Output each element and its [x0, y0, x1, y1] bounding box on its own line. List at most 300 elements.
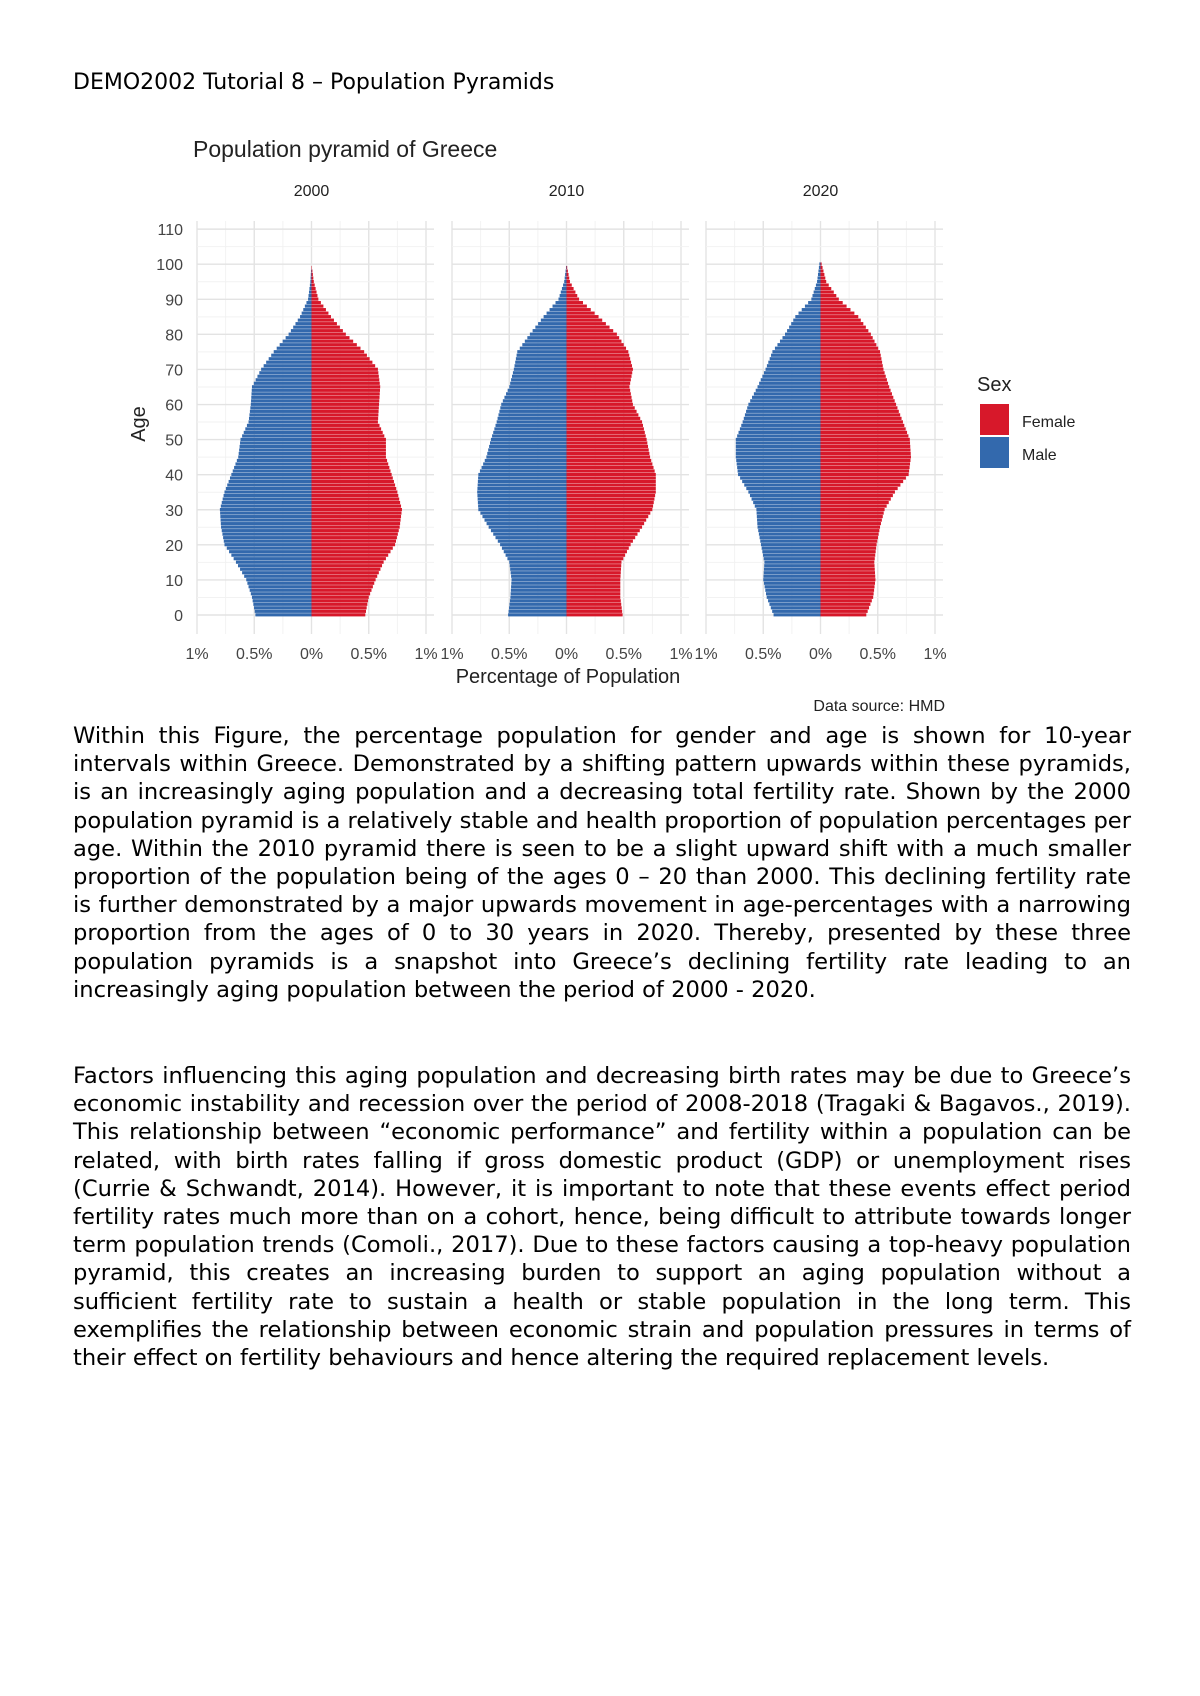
- bar-male-age-47: [239, 448, 311, 451]
- bar-female-age-70: [312, 368, 378, 371]
- bar-male-age-2: [254, 606, 311, 609]
- bar-female-age-38: [821, 480, 904, 483]
- bar-male-age-81: [533, 329, 567, 332]
- bar-male-age-25: [758, 526, 821, 529]
- bar-female-age-32: [312, 501, 401, 504]
- bar-female-age-14: [312, 564, 383, 567]
- bar-male-age-37: [478, 483, 567, 486]
- bar-female-age-35: [567, 490, 656, 493]
- bar-female-age-91: [821, 294, 837, 297]
- bar-female-age-83: [312, 322, 337, 325]
- panel-year-label: 2000: [293, 183, 330, 200]
- bar-male-age-21: [224, 540, 312, 543]
- bar-male-age-38: [742, 480, 820, 483]
- bar-female-age-86: [567, 312, 595, 315]
- bar-male-age-96: [565, 276, 567, 279]
- bar-female-age-84: [821, 319, 861, 322]
- bar-female-age-22: [312, 536, 397, 539]
- bar-male-age-10: [512, 578, 567, 581]
- body-paragraph-2: Factors influencing this aging population and decreasing birth rates may be due to Greece’s economic instability and recession over the period of 2008-2018 (Tragaki & Bagavos., 2019). This relationship between “economic performance” and fertility within a population can be related, with birth rates falling if gross domestic product (GDP) or unemployment rises (Currie & Schwandt, 2014). However, it is important to note that these events effect period fertility rates much more than on a cohort, hence, being difficult to attribute towards longer term population trends (Comoli., 2017). Due to these factors causing a top-heavy population pyramid, this creates an increasing burden to support an aging population without a sufficient fertility rate to sustain a health or stable population in the long term. This exemplifies the relationship between economic strain and population pressures in terms of their effect on fertility behaviours and hence altering the required replacement levels.: [73, 1063, 1131, 1372]
- bar-male-age-40: [738, 473, 820, 476]
- bar-female-age-19: [312, 547, 393, 550]
- bar-male-age-53: [494, 427, 566, 430]
- bar-male-age-3: [769, 603, 820, 606]
- bar-male-age-19: [762, 547, 821, 550]
- y-tick-label: 70: [165, 362, 183, 380]
- bar-female-age-6: [312, 592, 371, 595]
- bar-female-age-77: [821, 343, 877, 346]
- bar-female-age-47: [821, 448, 911, 451]
- bar-female-age-9: [567, 582, 621, 585]
- bar-female-age-60: [312, 403, 380, 406]
- bar-male-age-31: [755, 504, 821, 507]
- bar-male-age-16: [764, 557, 821, 560]
- bar-male-age-69: [764, 371, 821, 374]
- bar-female-age-62: [821, 396, 894, 399]
- y-axis-ticks: [156, 222, 183, 625]
- bar-female-age-78: [821, 340, 875, 343]
- bar-male-age-14: [238, 564, 312, 567]
- bar-female-age-72: [821, 361, 883, 364]
- bar-male-age-18: [762, 550, 820, 553]
- bar-male-age-14: [764, 564, 820, 567]
- bar-female-age-31: [312, 504, 402, 507]
- x-tick-label: 1%: [185, 646, 209, 663]
- bar-male-age-94: [563, 283, 566, 286]
- bar-female-age-74: [567, 354, 630, 357]
- bar-female-age-8: [312, 585, 373, 588]
- bar-male-age-19: [227, 547, 312, 550]
- bar-female-age-64: [567, 389, 631, 392]
- bar-female-age-43: [821, 462, 911, 465]
- bar-female-age-13: [312, 568, 381, 571]
- bar-female-age-23: [567, 533, 638, 536]
- bar-male-age-69: [259, 371, 311, 374]
- bar-female-age-0: [821, 613, 867, 616]
- bar-male-age-45: [736, 455, 821, 458]
- bar-male-age-95: [310, 280, 311, 283]
- bar-female-age-97: [821, 273, 825, 276]
- bar-male-age-41: [233, 469, 312, 472]
- bar-female-age-30: [312, 508, 402, 511]
- bar-female-age-64: [312, 389, 380, 392]
- bar-male-age-46: [239, 452, 312, 455]
- bar-female-age-36: [567, 487, 656, 490]
- bar-female-age-34: [312, 494, 399, 497]
- bar-male-age-2: [509, 606, 566, 609]
- bar-male-age-15: [236, 561, 312, 564]
- bar-male-age-90: [308, 298, 311, 301]
- bar-male-age-1: [772, 610, 820, 613]
- bar-female-age-86: [312, 312, 329, 315]
- bar-female-age-25: [312, 526, 400, 529]
- bar-male-age-46: [736, 452, 821, 455]
- pyramid-panel-2020: [694, 183, 946, 663]
- bar-female-age-91: [567, 294, 578, 297]
- bar-female-age-90: [567, 298, 580, 301]
- bar-male-age-33: [478, 497, 567, 500]
- bar-male-age-49: [490, 441, 566, 444]
- bar-male-age-13: [764, 568, 821, 571]
- bar-male-age-55: [743, 420, 821, 423]
- bar-female-age-88: [567, 305, 587, 308]
- bar-female-age-28: [567, 515, 649, 518]
- bar-female-age-68: [312, 375, 379, 378]
- bar-male-age-76: [775, 347, 821, 350]
- bar-male-age-64: [252, 389, 312, 392]
- bar-female-age-10: [567, 578, 621, 581]
- pyramid-panel-2000: [185, 183, 437, 663]
- bar-male-age-72: [266, 361, 311, 364]
- bar-female-age-66: [821, 382, 889, 385]
- bar-male-age-42: [737, 466, 820, 469]
- bar-female-age-41: [821, 469, 910, 472]
- bar-male-age-40: [478, 473, 566, 476]
- bar-female-age-92: [567, 291, 576, 294]
- bar-female-age-79: [312, 336, 350, 339]
- legend-label-male: Male: [1022, 447, 1057, 464]
- bar-female-age-26: [312, 522, 401, 525]
- legend-swatch-female: [980, 404, 1009, 435]
- chart-title: Population pyramid of Greece: [193, 136, 498, 162]
- bar-male-age-34: [750, 494, 821, 497]
- bar-male-age-6: [766, 592, 821, 595]
- bar-male-age-49: [736, 441, 821, 444]
- data-source-caption: Data source: HMD: [813, 698, 945, 715]
- bar-male-age-84: [541, 319, 567, 322]
- legend-title: Sex: [977, 374, 1012, 396]
- bar-female-age-44: [567, 459, 652, 462]
- y-tick-label: 110: [157, 222, 183, 240]
- bar-female-age-27: [821, 519, 882, 522]
- bar-male-age-67: [761, 378, 821, 381]
- bar-male-age-12: [511, 571, 567, 574]
- y-tick-label: 100: [156, 257, 183, 275]
- bar-male-age-63: [252, 392, 312, 395]
- bar-male-age-97: [565, 273, 566, 276]
- bar-female-age-1: [567, 610, 623, 613]
- bar-female-age-68: [821, 375, 886, 378]
- bar-male-age-31: [478, 504, 566, 507]
- bar-female-age-96: [312, 276, 314, 279]
- bar-female-age-63: [821, 392, 892, 395]
- y-tick-label: 40: [165, 467, 183, 485]
- bar-male-age-70: [514, 368, 567, 371]
- bar-male-age-25: [221, 526, 311, 529]
- bar-female-age-32: [821, 501, 889, 504]
- bar-male-age-43: [737, 462, 821, 465]
- bar-male-age-18: [504, 550, 567, 553]
- bar-male-age-91: [309, 294, 312, 297]
- bar-male-age-1: [509, 610, 567, 613]
- bar-male-age-90: [558, 298, 566, 301]
- bar-male-age-9: [764, 582, 821, 585]
- bar-female-age-50: [567, 438, 647, 441]
- bar-female-age-56: [567, 417, 641, 420]
- bar-male-age-80: [289, 333, 312, 336]
- bar-female-age-48: [312, 445, 386, 448]
- bar-male-age-3: [509, 603, 566, 606]
- bar-female-age-80: [821, 333, 871, 336]
- x-tick-label: 1%: [923, 646, 947, 663]
- bar-male-age-16: [507, 557, 566, 560]
- bar-female-age-30: [567, 508, 653, 511]
- bar-female-age-41: [312, 469, 391, 472]
- bar-male-age-12: [242, 571, 311, 574]
- bar-male-age-8: [765, 585, 821, 588]
- bar-female-age-75: [567, 350, 629, 353]
- y-tick-label: 50: [165, 432, 183, 450]
- bar-female-age-15: [312, 561, 384, 564]
- bar-female-age-90: [821, 298, 839, 301]
- bar-female-age-54: [567, 424, 643, 427]
- bar-male-age-6: [251, 592, 312, 595]
- bar-female-age-54: [821, 424, 905, 427]
- bar-female-age-20: [312, 543, 396, 546]
- bar-male-age-71: [515, 364, 567, 367]
- bar-female-age-61: [821, 399, 895, 402]
- bar-male-age-11: [511, 575, 566, 578]
- bar-male-age-26: [757, 522, 820, 525]
- bar-male-age-54: [247, 424, 312, 427]
- bar-female-age-77: [567, 343, 624, 346]
- bar-male-age-20: [761, 543, 821, 546]
- bar-female-age-92: [821, 291, 834, 294]
- bar-female-age-62: [567, 396, 632, 399]
- bar-female-age-17: [567, 554, 626, 557]
- bar-female-age-17: [821, 554, 876, 557]
- bar-female-age-57: [312, 413, 379, 416]
- bar-female-age-2: [312, 606, 367, 609]
- bar-male-age-24: [758, 529, 820, 532]
- bar-male-age-69: [513, 371, 567, 374]
- bar-male-age-59: [500, 406, 566, 409]
- bar-female-age-80: [567, 333, 617, 336]
- bar-female-age-96: [821, 276, 826, 279]
- bar-male-age-82: [789, 326, 820, 329]
- bar-male-age-17: [231, 554, 311, 557]
- bar-female-age-2: [821, 606, 870, 609]
- panel-year-label: 2020: [802, 183, 839, 200]
- bar-male-age-5: [252, 596, 312, 599]
- bar-male-age-59: [747, 406, 820, 409]
- bar-female-age-69: [821, 371, 885, 374]
- bar-female-age-19: [567, 547, 629, 550]
- bar-female-age-26: [567, 522, 645, 525]
- bar-male-age-56: [744, 417, 821, 420]
- bar-male-age-29: [480, 512, 566, 515]
- bar-female-age-81: [312, 329, 343, 332]
- bar-male-age-65: [252, 385, 312, 388]
- bar-female-age-84: [567, 319, 603, 322]
- bar-female-age-55: [821, 420, 903, 423]
- bar-male-age-4: [768, 599, 820, 602]
- bar-female-age-60: [567, 403, 633, 406]
- bar-female-age-4: [312, 599, 369, 602]
- bar-female-age-0: [567, 613, 623, 616]
- bar-female-age-47: [567, 448, 649, 451]
- x-axis-label: Percentage of Population: [455, 666, 681, 688]
- bar-female-age-0: [312, 613, 366, 616]
- bar-female-age-18: [312, 550, 391, 553]
- bar-male-age-29: [220, 512, 311, 515]
- bar-male-age-56: [249, 417, 312, 420]
- legend: [977, 374, 1075, 468]
- bar-female-age-21: [821, 540, 878, 543]
- bar-male-age-62: [504, 396, 566, 399]
- bar-female-age-61: [567, 399, 633, 402]
- bar-female-age-11: [821, 575, 876, 578]
- bar-female-age-11: [312, 575, 378, 578]
- bar-male-age-80: [785, 333, 820, 336]
- bar-female-age-50: [312, 438, 386, 441]
- bar-male-age-95: [564, 280, 566, 283]
- bar-female-age-51: [312, 434, 385, 437]
- bar-male-age-98: [566, 269, 567, 272]
- bar-female-age-83: [567, 322, 606, 325]
- bar-female-age-88: [312, 305, 324, 308]
- bar-female-age-50: [821, 438, 910, 441]
- bar-male-age-52: [739, 431, 821, 434]
- bar-female-age-76: [567, 347, 627, 350]
- bar-male-age-24: [222, 529, 312, 532]
- bar-male-age-26: [221, 522, 312, 525]
- bar-male-age-43: [483, 462, 566, 465]
- bar-male-age-81: [291, 329, 312, 332]
- bar-male-age-80: [530, 333, 567, 336]
- bar-female-age-67: [821, 378, 887, 381]
- bar-male-age-31: [221, 504, 312, 507]
- bar-male-age-27: [221, 519, 312, 522]
- bar-male-age-51: [242, 434, 311, 437]
- bar-male-age-5: [767, 596, 821, 599]
- bar-male-age-73: [269, 357, 312, 360]
- bar-female-age-86: [821, 312, 855, 315]
- bar-female-age-23: [312, 533, 398, 536]
- bar-male-age-39: [230, 476, 312, 479]
- bar-male-age-7: [250, 589, 312, 592]
- bar-female-age-52: [312, 431, 383, 434]
- bar-male-age-98: [818, 269, 820, 272]
- pyramid-panels: [185, 183, 946, 663]
- bar-female-age-22: [567, 536, 636, 539]
- bar-male-age-45: [486, 455, 566, 458]
- bar-male-age-27: [757, 519, 820, 522]
- bar-male-age-47: [736, 448, 821, 451]
- bar-female-age-58: [821, 410, 899, 413]
- bar-male-age-18: [229, 550, 311, 553]
- bar-female-age-44: [821, 459, 911, 462]
- bar-male-age-9: [511, 582, 566, 585]
- bar-female-age-93: [821, 287, 832, 290]
- bar-male-age-88: [805, 305, 821, 308]
- y-tick-label: 20: [165, 537, 183, 555]
- bar-male-age-33: [223, 497, 312, 500]
- bar-male-age-93: [309, 287, 311, 290]
- bar-male-age-50: [736, 438, 821, 441]
- bar-female-age-92: [312, 291, 317, 294]
- legend-swatch-male: [980, 437, 1009, 468]
- bar-male-age-54: [496, 424, 567, 427]
- bar-male-age-84: [298, 319, 312, 322]
- bar-male-age-35: [224, 490, 311, 493]
- bar-female-age-98: [821, 269, 824, 272]
- bar-female-age-18: [567, 550, 627, 553]
- bar-male-age-14: [510, 564, 567, 567]
- bar-male-age-50: [241, 438, 312, 441]
- bar-female-age-55: [567, 420, 643, 423]
- bar-female-age-19: [821, 547, 877, 550]
- bar-female-age-21: [312, 540, 397, 543]
- bar-male-age-56: [498, 417, 567, 420]
- bar-male-age-96: [311, 276, 312, 279]
- bar-male-age-64: [508, 389, 567, 392]
- bar-male-age-63: [506, 392, 566, 395]
- bar-female-age-28: [312, 515, 402, 518]
- panel-bars: [736, 262, 911, 616]
- bar-female-age-64: [821, 389, 891, 392]
- bar-female-age-24: [312, 529, 399, 532]
- bar-female-age-97: [567, 273, 569, 276]
- bar-male-age-2: [771, 606, 821, 609]
- bar-female-age-88: [821, 305, 847, 308]
- bar-male-age-16: [234, 557, 312, 560]
- bar-male-age-8: [511, 585, 566, 588]
- bar-male-age-76: [277, 347, 312, 350]
- x-tick-label: 0.5%: [859, 646, 896, 663]
- y-tick-label: 60: [165, 397, 183, 415]
- population-pyramid-chart: [0, 0, 1200, 720]
- bar-male-age-24: [491, 529, 567, 532]
- bar-male-age-68: [257, 375, 311, 378]
- bar-female-age-1: [821, 610, 868, 613]
- bar-male-age-23: [222, 533, 311, 536]
- bar-female-age-79: [821, 336, 873, 339]
- x-tick-label: 1%: [440, 646, 464, 663]
- bar-female-age-35: [312, 490, 398, 493]
- bar-female-age-56: [821, 417, 902, 420]
- bar-female-age-30: [821, 508, 885, 511]
- bar-male-age-89: [808, 301, 820, 304]
- bar-female-age-31: [821, 504, 887, 507]
- bar-female-age-26: [821, 522, 881, 525]
- bar-female-age-98: [567, 269, 568, 272]
- bar-male-age-4: [510, 599, 567, 602]
- bar-male-age-48: [489, 445, 566, 448]
- bar-male-age-45: [238, 455, 311, 458]
- bar-male-age-44: [237, 459, 312, 462]
- bar-male-age-77: [777, 343, 820, 346]
- bar-female-age-85: [821, 315, 859, 318]
- bar-female-age-32: [567, 501, 654, 504]
- bar-female-age-70: [821, 368, 884, 371]
- bar-male-age-51: [737, 434, 820, 437]
- bar-female-age-98: [312, 269, 313, 272]
- bar-male-age-22: [496, 536, 567, 539]
- bar-male-age-30: [478, 508, 566, 511]
- bar-female-age-58: [312, 410, 379, 413]
- bar-male-age-21: [760, 540, 820, 543]
- bar-male-age-75: [772, 350, 820, 353]
- y-tick-label: 0: [174, 608, 183, 625]
- bar-male-age-66: [254, 382, 312, 385]
- bar-male-age-26: [487, 522, 567, 525]
- bar-female-age-3: [567, 603, 622, 606]
- bar-female-age-52: [567, 431, 645, 434]
- bar-female-age-96: [567, 276, 570, 279]
- bar-female-age-12: [312, 571, 379, 574]
- bar-male-age-40: [231, 473, 311, 476]
